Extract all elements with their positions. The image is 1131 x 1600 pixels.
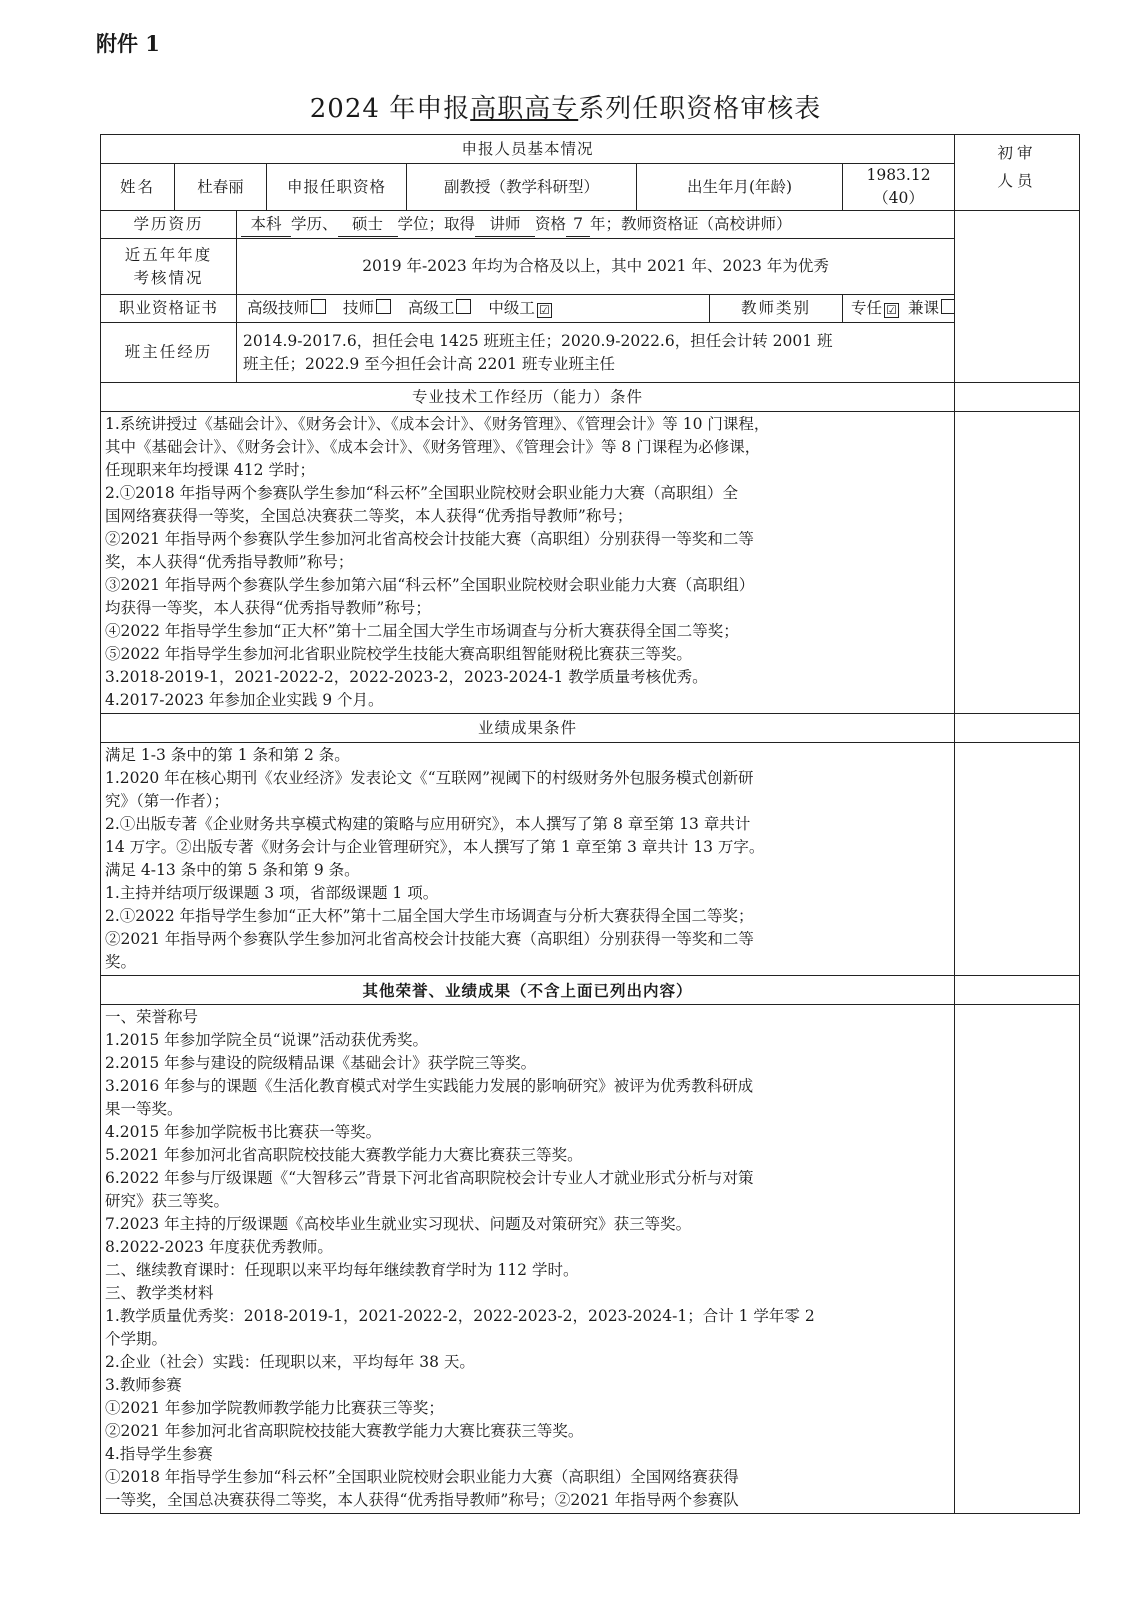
achievement-line: 2.①出版专著《企业财务共享模式构建的策略与应用研究》，本人撰写了第 8 章至第 13 章共计 bbox=[105, 815, 751, 833]
other-line: 三、教学类材料 bbox=[105, 1284, 214, 1302]
other-line: 3.教师参赛 bbox=[105, 1376, 182, 1394]
other-line: 2.2015 年参与建设的院级精品课《基础会计》获学院三等奖。 bbox=[105, 1054, 537, 1072]
reviewer-cell-achievement-title bbox=[955, 714, 1080, 743]
achievement-line: ②2021 年指导两个参赛队学生参加河北省高校会计技能大赛（高职组）分别获得一等奖和二等 bbox=[105, 930, 754, 948]
reviewer-cell-basic bbox=[955, 211, 1080, 383]
title-suffix: 系列任职资格审核表 bbox=[578, 94, 822, 124]
edu-master: 硕士 bbox=[338, 213, 398, 237]
other-line: 6.2022 年参与厅级课题《“大智移云”背景下河北省高职院校会计专业人才就业形式分析与对策 bbox=[105, 1169, 754, 1187]
assessment-label-line-1: 近五年年度 bbox=[124, 245, 213, 264]
professional-line: 2.①2018 年指导两个参赛队学生参加“科云杯”全国职业院校财会职业能力大赛（高职组）全 bbox=[105, 484, 739, 502]
education-label: 学历资历 bbox=[101, 211, 237, 239]
checkbox-part-time[interactable] bbox=[941, 299, 955, 314]
achievement-line: 14 万字。②出版专著《财务会计与企业管理研究》，本人撰写了第 1 章至第 3 章共计 13 万字。 bbox=[105, 838, 765, 856]
professional-line: 其中《基础会计》、《财务会计》、《成本会计》、《财务管理》、《管理会计》等 8 门课程为必修课， bbox=[105, 438, 761, 456]
other-content bbox=[101, 1005, 955, 1514]
teacher-type-label: 教师类别 bbox=[710, 295, 843, 323]
checkbox-intermediate-worker-checked[interactable]: ☑ bbox=[537, 303, 552, 318]
other-line: ②2021 年参加河北省高职院校技能大赛教学能力大赛比赛获三等奖。 bbox=[105, 1422, 584, 1440]
education-value bbox=[237, 211, 955, 239]
reviewer-cell-professional bbox=[955, 412, 1080, 714]
edu-text-1: 学历、 bbox=[291, 214, 338, 233]
assessment-label-line-2: 考核情况 bbox=[133, 268, 204, 287]
title-underlined: 高职高专 bbox=[470, 94, 579, 124]
title-prefix: 2024 年申报 bbox=[309, 94, 471, 124]
homeroom-line: 班主任；2022.9 至今担任会计高 2201 班专业班主任 bbox=[243, 354, 615, 373]
edu-text-2: 学位；取得 bbox=[397, 214, 476, 233]
other-line: 1.教学质量优秀奖：2018-2019-1，2021-2022-2，2022-2023-2，2023-2024-1；合计 1 学年零 2 bbox=[105, 1307, 815, 1325]
other-section-title: 其他荣誉、业绩成果（不含上面已列出内容） bbox=[101, 976, 955, 1005]
professional-line: 均获得一等奖，本人获得“优秀指导教师”称号； bbox=[105, 599, 431, 617]
certificate-label: 职业资格证书 bbox=[101, 295, 237, 323]
professional-line: 3.2018-2019-1，2021-2022-2，2022-2023-2，2023-2024-1 教学质量考核优秀。 bbox=[105, 668, 708, 686]
qualification-label: 申报任职资格 bbox=[267, 164, 407, 211]
other-line: 果一等奖。 bbox=[105, 1100, 183, 1118]
reviewer-column-header: 初审人员 bbox=[955, 135, 1080, 211]
assessment-value: 2019 年-2023 年均为合格及以上，其中 2021 年、2023 年为优秀 bbox=[237, 239, 955, 295]
edu-text-4: 年；教师资格证（高校讲师） bbox=[590, 214, 792, 233]
type-option-full-time: 专任 bbox=[851, 299, 883, 317]
edu-text-3: 资格 bbox=[535, 214, 567, 233]
assessment-label bbox=[101, 239, 237, 295]
achievement-line: 2.①2022 年指导学生参加“正大杯”第十二届全国大学生市场调查与分析大赛获得全国二等奖； bbox=[105, 907, 754, 925]
professional-line: ③2021 年指导两个参赛队学生参加第六届“科云杯”全国职业院校财会职业能力大赛（高职组） bbox=[105, 576, 755, 594]
cert-option-senior-worker: 高级工 bbox=[407, 299, 455, 317]
qualification-value: 副教授（教学科研型） bbox=[407, 164, 637, 211]
checkbox-full-time-checked[interactable]: ☑ bbox=[884, 303, 899, 318]
professional-line: 4.2017-2023 年参加企业实践 9 个月。 bbox=[105, 691, 384, 709]
achievement-line: 奖。 bbox=[105, 953, 137, 971]
name-value: 杜春丽 bbox=[175, 164, 267, 211]
professional-content bbox=[101, 412, 955, 714]
other-line: 4.2015 年参加学院板书比赛获一等奖。 bbox=[105, 1123, 382, 1141]
achievement-line: 1.2020 年在核心期刊《农业经济》发表论文《“互联网”视阈下的村级财务外包服务模式创新研 bbox=[105, 769, 754, 787]
other-line: 1.2015 年参加学院全员“说课”活动获优秀奖。 bbox=[105, 1031, 429, 1049]
other-line: ①2018 年指导学生参加“科云杯”全国职业院校财会职业能力大赛（高职组）全国网络赛获得 bbox=[105, 1468, 739, 1486]
checkbox-technician[interactable] bbox=[376, 299, 391, 314]
other-line: 二、继续教育课时：任现职以来平均每年继续教育学时为 112 学时。 bbox=[105, 1261, 579, 1279]
homeroom-label: 班主任经历 bbox=[101, 323, 237, 383]
achievement-section-title: 业绩成果条件 bbox=[101, 714, 955, 743]
teacher-type-options bbox=[843, 295, 955, 323]
birth-label: 出生年月(年龄) bbox=[637, 164, 843, 211]
achievement-line: 究》（第一作者）； bbox=[105, 792, 230, 810]
professional-line: ⑤2022 年指导学生参加河北省职业院校学生技能大赛高职组智能财税比赛获三等奖。 bbox=[105, 645, 692, 663]
other-line: 2.企业（社会）实践：任现职以来，平均每年 38 天。 bbox=[105, 1353, 475, 1371]
other-line: 个学期。 bbox=[105, 1330, 168, 1348]
achievement-content bbox=[101, 743, 955, 976]
other-line: 8.2022-2023 年度获优秀教师。 bbox=[105, 1238, 333, 1256]
basic-section-title: 申报人员基本情况 bbox=[101, 135, 955, 164]
professional-line: 1.系统讲授过《基础会计》、《财务会计》、《成本会计》、《财务管理》、《管理会计》等 10 门课程， bbox=[105, 415, 770, 433]
page-title bbox=[0, 88, 1131, 125]
other-line: 7.2023 年主持的厅级课题《高校毕业生就业实习现状、问题及对策研究》获三等奖。 bbox=[105, 1215, 692, 1233]
edu-degree: 本科 bbox=[241, 213, 291, 237]
other-line: 3.2016 年参与的课题《生活化教育模式对学生实践能力发展的影响研究》被评为优秀教科研成 bbox=[105, 1077, 754, 1095]
edu-title: 讲师 bbox=[475, 213, 535, 237]
other-line: 研究》获三等奖。 bbox=[105, 1192, 230, 1210]
reviewer-cell-professional-title bbox=[955, 383, 1080, 412]
reviewer-cell-other bbox=[955, 1005, 1080, 1514]
checkbox-senior-worker[interactable] bbox=[456, 299, 471, 314]
professional-line: ④2022 年指导学生参加“正大杯”第十二届全国大学生市场调查与分析大赛获得全国二等奖； bbox=[105, 622, 739, 640]
other-line: 5.2021 年参加河北省高职院校技能大赛教学能力大赛比赛获三等奖。 bbox=[105, 1146, 583, 1164]
name-label: 姓名 bbox=[101, 164, 175, 211]
professional-line: 国网络赛获得一等奖，全国总决赛获二等奖，本人获得“优秀指导教师”称号； bbox=[105, 507, 633, 525]
professional-line: 任现职来年均授课 412 学时； bbox=[105, 461, 315, 479]
edu-years: 7 bbox=[566, 213, 590, 237]
qualification-review-table bbox=[100, 134, 1080, 1514]
cert-option-intermediate-worker: 中级工 bbox=[488, 299, 535, 317]
achievement-line: 满足 4-13 条中的第 5 条和第 9 条。 bbox=[105, 861, 360, 879]
professional-line: 奖，本人获得“优秀指导教师”称号； bbox=[105, 553, 354, 571]
cert-option-technician: 技师 bbox=[342, 299, 374, 317]
homeroom-value bbox=[237, 323, 955, 383]
checkbox-senior-technician[interactable] bbox=[311, 299, 326, 314]
homeroom-line: 2014.9-2017.6，担任会电 1425 班班主任；2020.9-2022.6，担任会计转 2001 班 bbox=[243, 331, 833, 350]
other-line: ①2021 年参加学院教师教学能力比赛获三等奖； bbox=[105, 1399, 444, 1417]
achievement-line: 满足 1-3 条中的第 1 条和第 2 条。 bbox=[105, 746, 350, 764]
reviewer-cell-other-title bbox=[955, 976, 1080, 1005]
reviewer-cell-achievement bbox=[955, 743, 1080, 976]
attachment-label: 附件 1 bbox=[96, 31, 160, 56]
certificate-options bbox=[237, 295, 710, 323]
other-line: 一、荣誉称号 bbox=[105, 1008, 199, 1026]
other-line: 4.指导学生参赛 bbox=[105, 1445, 213, 1463]
other-line: 一等奖，全国总决赛获得二等奖，本人获得“优秀指导教师”称号；②2021 年指导两个参赛队 bbox=[105, 1491, 739, 1509]
cert-option-senior-technician: 高级技师 bbox=[247, 299, 310, 317]
birth-value: 1983.12（40） bbox=[843, 164, 955, 211]
achievement-line: 1.主持并结项厅级课题 3 项，省部级课题 1 项。 bbox=[105, 884, 439, 902]
type-option-part-time: 兼课 bbox=[907, 299, 939, 317]
professional-section-title: 专业技术工作经历（能力）条件 bbox=[101, 383, 955, 412]
professional-line: ②2021 年指导两个参赛队学生参加河北省高校会计技能大赛（高职组）分别获得一等奖和二等 bbox=[105, 530, 754, 548]
